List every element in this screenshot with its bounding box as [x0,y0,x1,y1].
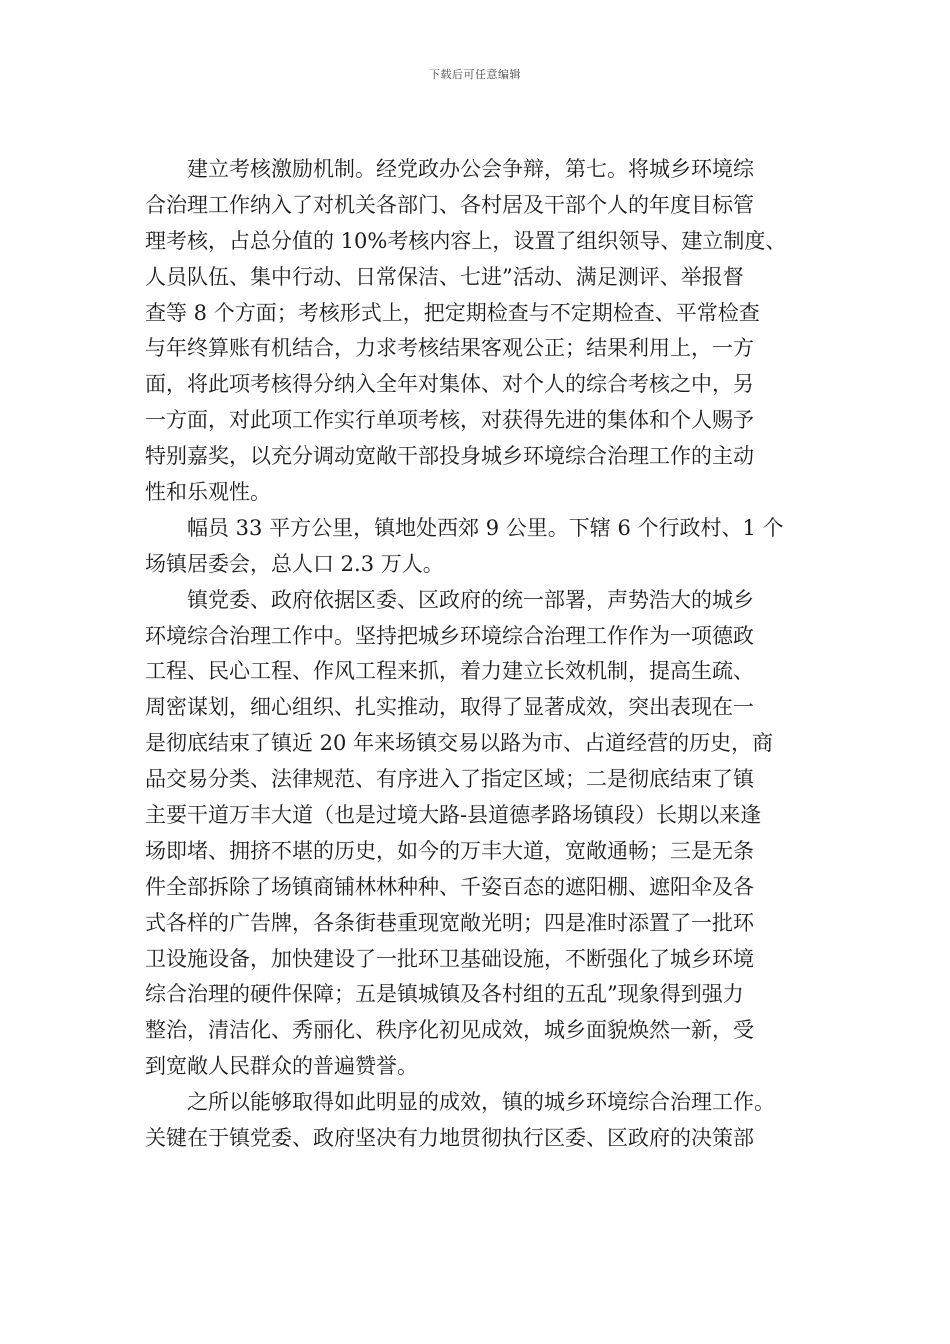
text-line: 人员队伍、集中行动、日常保洁、七进”活动、满足测评、举报督 [145,264,744,289]
text-line: 理考核，占总分值的 10%考核内容上，设置了组织领导、建立制度、 [145,228,787,253]
text-line: 是彻底结束了镇近 20 年来场镇交易以路为市、占道经营的历史，商 [145,731,774,756]
document-body [145,152,810,1157]
text-line: 品交易分类、法律规范、有序进入了指定区域；二是彻底结束了镇 [145,767,754,792]
text-line: 环境综合治理工作中。坚持把城乡环境综合治理工作作为一项德政 [145,623,754,648]
paragraph-overview [145,511,810,583]
text-line: 面，将此项考核得分纳入全年对集体、对个人的综合考核之中，另 [145,372,754,397]
text-line: 综合治理的硬件保障；五是镇城镇及各村组的五乱”现象得到强力 [145,982,744,1007]
text-line: 周密谋划，细心组织、扎实推动，取得了显著成效，突出表现在一 [145,695,754,720]
text-line: 整治，清洁化、秀丽化、秩序化初见成效，城乡面貌焕然一新，受 [145,1018,754,1043]
text-line: 查等 8 个方面；考核形式上，把定期检查与不定期检查、平常检查 [145,300,760,325]
text-line: 卫设施设备，加快建设了一批环卫基础设施，不断强化了城乡环境 [145,946,754,971]
text-line: 式各样的广告牌，各条街巷重现宽敞光明；四是准时添置了一批环 [145,910,754,935]
text-line: 合治理工作纳入了对机关各部门、各村居及干部个人的年度目标管 [145,192,754,217]
text-line: 性和乐观性。 [145,480,271,505]
text-line: 主要干道万丰大道（也是过境大路-县道德孝路场镇段）长期以来逢 [145,803,762,828]
text-line: 建立考核激励机制。经党政办公会争辩，第七。将城乡环境综 [187,157,754,181]
text-line: 场镇居委会，总人口 2.3 万人。 [145,551,444,576]
text-line: 之所以能够取得如此明显的成效，镇的城乡环境综合治理工作。 [187,1090,775,1115]
text-line: 场即堵、拥挤不堪的历史，如今的万丰大道，宽敞通畅；三是无条 [145,838,754,863]
paragraph-reasons [145,1085,810,1157]
paragraph-assessment [145,152,810,511]
paragraph-achievements [145,583,810,1085]
text-line: 与年终算账有机结合，力求考核结果客观公正；结果利用上，一方 [145,336,754,361]
text-line: 镇党委、政府依据区委、区政府的统一部署，声势浩大的城乡 [187,587,754,612]
text-line: 工程、民心工程、作风工程来抓，着力建立长效机制，提高生疏、 [145,659,754,684]
text-line: 特别嘉奖，以充分调动宽敞干部投身城乡环境综合治理工作的主动 [145,444,754,469]
text-line: 幅员 33 平方公里，镇地处西郊 9 公里。下辖 6 个行政村、1 个 [187,515,784,540]
page-header: 下载后可任意编辑 [429,68,521,81]
text-line: 关键在于镇党委、政府坚决有力地贯彻执行区委、区政府的决策部 [145,1126,754,1151]
text-line: 到宽敞人民群众的普遍赞誉。 [145,1054,418,1079]
text-line: 一方面，对此项工作实行单项考核，对获得先进的集体和个人赐予 [145,408,754,433]
text-line: 件全部拆除了场镇商铺林林种种、千姿百态的遮阳棚、遮阳伞及各 [145,874,754,899]
